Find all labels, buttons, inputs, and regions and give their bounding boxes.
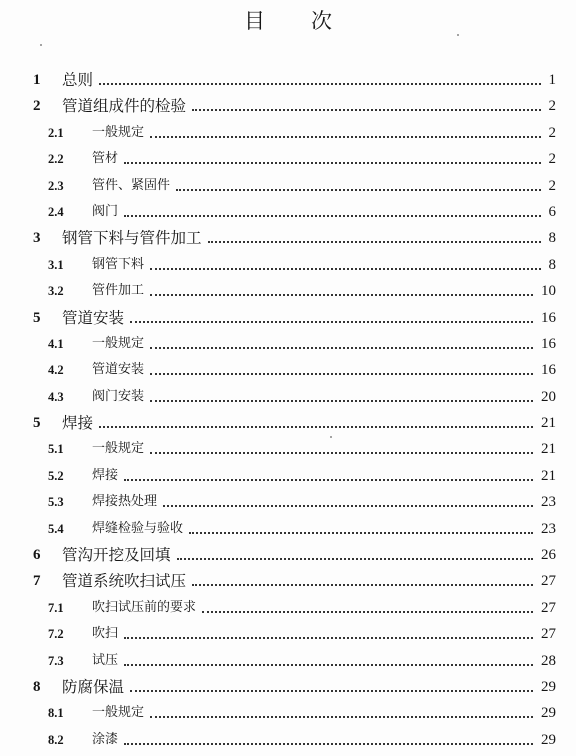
toc-entry-page-number: 26 bbox=[541, 547, 556, 564]
dot-leader bbox=[192, 108, 540, 111]
dot-leader bbox=[150, 451, 533, 454]
toc-entry-page-number: 27 bbox=[541, 599, 556, 616]
toc-entry-title: 总则 bbox=[62, 70, 94, 89]
dot-leader bbox=[150, 267, 540, 270]
toc-entry-number: 5.3 bbox=[48, 495, 64, 510]
toc-entry-title: 管道组成件的检验 bbox=[62, 97, 187, 116]
toc-entry-title: 吹扫试压前的要求 bbox=[92, 599, 197, 615]
toc-entry-page-number: 16 bbox=[541, 309, 556, 326]
toc-entry-page-number: 6 bbox=[548, 203, 556, 220]
toc-section-entry[interactable] bbox=[0, 595, 576, 621]
toc-entry-title: 焊缝检验与验收 bbox=[92, 520, 184, 536]
toc-entry-title: 一般规定 bbox=[92, 124, 145, 140]
toc-entry-page-number: 28 bbox=[541, 652, 556, 669]
dot-leader bbox=[130, 320, 533, 323]
toc-chapter-entry[interactable] bbox=[0, 305, 576, 331]
toc-entry-number: 7.1 bbox=[48, 600, 64, 615]
dot-leader bbox=[99, 82, 540, 85]
toc-entry-page-number: 29 bbox=[541, 705, 556, 722]
toc-entry-title: 阀门 bbox=[92, 203, 119, 219]
toc-entry-page-number: 1 bbox=[548, 71, 556, 88]
toc-section-entry[interactable] bbox=[0, 621, 576, 647]
toc-entry-page-number: 27 bbox=[541, 573, 556, 590]
dot-leader bbox=[124, 636, 533, 639]
toc-section-entry[interactable] bbox=[0, 516, 576, 542]
toc-entry-number: 6 bbox=[33, 547, 41, 564]
toc-entry-page-number: 2 bbox=[548, 177, 556, 194]
dot-leader bbox=[130, 689, 533, 692]
toc-entry-number: 8 bbox=[33, 678, 41, 695]
dot-leader bbox=[163, 504, 533, 507]
toc-entry-title: 吹扫 bbox=[92, 626, 119, 642]
toc-chapter-entry[interactable] bbox=[0, 410, 576, 436]
toc-entry-number: 7.2 bbox=[48, 627, 64, 642]
toc-entry-page-number: 16 bbox=[541, 362, 556, 379]
title-char-1: 目 bbox=[244, 9, 265, 33]
dot-leader bbox=[124, 663, 533, 666]
toc-entry-title: 一般规定 bbox=[92, 705, 145, 721]
toc-entry-number: 3.1 bbox=[48, 257, 64, 272]
toc-entry-page-number: 21 bbox=[541, 467, 556, 484]
toc-entry-title: 涂漆 bbox=[92, 731, 119, 747]
toc-entry-number: 3 bbox=[33, 230, 41, 247]
toc-section-entry[interactable] bbox=[0, 331, 576, 357]
toc-section-entry[interactable] bbox=[0, 700, 576, 726]
page-title bbox=[0, 5, 576, 35]
toc-section-entry[interactable] bbox=[0, 384, 576, 410]
toc-entry-title: 钢管下料 bbox=[92, 256, 145, 272]
dot-leader bbox=[124, 214, 540, 217]
toc-entry-title: 焊接 bbox=[92, 467, 119, 483]
toc-chapter-entry[interactable] bbox=[0, 674, 576, 700]
toc-entry-title: 钢管下料与管件加工 bbox=[62, 229, 202, 248]
toc-section-entry[interactable] bbox=[0, 173, 576, 199]
toc-entry-number: 5.2 bbox=[48, 468, 64, 483]
toc-entry-number: 4.1 bbox=[48, 336, 64, 351]
toc-section-entry[interactable] bbox=[0, 727, 576, 753]
dot-leader bbox=[150, 135, 540, 138]
toc-entry-page-number: 16 bbox=[541, 335, 556, 352]
toc-entry-title: 管道安装 bbox=[62, 308, 125, 327]
toc-entry-number: 7.3 bbox=[48, 653, 64, 668]
dot-leader bbox=[124, 478, 533, 481]
toc-entry-number: 5.4 bbox=[48, 521, 64, 536]
toc-entry-page-number: 21 bbox=[541, 415, 556, 432]
toc-entry-number: 2.4 bbox=[48, 204, 64, 219]
toc-entry-page-number: 23 bbox=[541, 520, 556, 537]
toc-entry-number: 7 bbox=[33, 573, 41, 590]
toc-entry-number: 2.1 bbox=[48, 125, 64, 140]
toc-entry-page-number: 8 bbox=[548, 256, 556, 273]
toc-entry-number: 2.2 bbox=[48, 152, 64, 167]
toc-entry-title: 焊接 bbox=[62, 414, 94, 433]
dot-leader bbox=[99, 425, 533, 428]
toc-entry-title: 管道安装 bbox=[92, 362, 145, 378]
toc-entry-page-number: 29 bbox=[541, 731, 556, 748]
toc-entry-number: 2.3 bbox=[48, 178, 64, 193]
toc-entry-number: 4.3 bbox=[48, 389, 64, 404]
toc-section-entry[interactable] bbox=[0, 463, 576, 489]
toc-entry-number: 5.1 bbox=[48, 442, 64, 457]
toc-entry-page-number: 2 bbox=[548, 124, 556, 141]
toc-entry-page-number: 29 bbox=[541, 678, 556, 695]
toc-entry-title: 焊接热处理 bbox=[92, 494, 158, 510]
dot-leader bbox=[177, 557, 533, 560]
toc-entry-title: 阀门安装 bbox=[92, 388, 145, 404]
toc-entry-number: 2 bbox=[33, 98, 41, 115]
toc-entry-number: 5 bbox=[33, 309, 41, 326]
toc-entry-title: 管沟开挖及回填 bbox=[62, 546, 171, 565]
toc-entry-page-number: 10 bbox=[541, 283, 556, 300]
toc-entry-title: 一般规定 bbox=[92, 441, 145, 457]
toc-section-entry[interactable] bbox=[0, 146, 576, 172]
toc-entry-number: 1 bbox=[33, 71, 41, 88]
dot-leader bbox=[124, 742, 533, 745]
dot-leader bbox=[150, 346, 533, 349]
dot-leader bbox=[150, 293, 533, 296]
dot-leader bbox=[150, 399, 533, 402]
toc-section-entry[interactable] bbox=[0, 120, 576, 146]
dot-leader bbox=[192, 583, 533, 586]
toc-entry-number: 8.1 bbox=[48, 706, 64, 721]
toc-entry-title: 管件、紧固件 bbox=[92, 177, 171, 193]
toc-section-entry[interactable] bbox=[0, 357, 576, 383]
toc-entry-title: 防腐保温 bbox=[62, 677, 125, 696]
scan-speck bbox=[40, 44, 42, 46]
toc-section-entry[interactable] bbox=[0, 648, 576, 674]
table-of-contents bbox=[0, 67, 576, 753]
title-char-2: 次 bbox=[311, 9, 332, 33]
toc-section-entry[interactable] bbox=[0, 199, 576, 225]
toc-section-entry[interactable] bbox=[0, 278, 576, 304]
toc-entry-page-number: 20 bbox=[541, 388, 556, 405]
scan-speck bbox=[457, 34, 459, 36]
toc-entry-number: 4.2 bbox=[48, 363, 64, 378]
toc-entry-page-number: 23 bbox=[541, 494, 556, 511]
toc-entry-number: 3.2 bbox=[48, 284, 64, 299]
toc-entry-page-number: 27 bbox=[541, 626, 556, 643]
toc-chapter-entry[interactable] bbox=[0, 67, 576, 93]
toc-entry-title: 一般规定 bbox=[92, 335, 145, 351]
toc-entry-number: 8.2 bbox=[48, 732, 64, 747]
toc-chapter-entry[interactable] bbox=[0, 542, 576, 568]
toc-entry-page-number: 2 bbox=[548, 151, 556, 168]
toc-section-entry[interactable] bbox=[0, 252, 576, 278]
toc-entry-page-number: 8 bbox=[548, 230, 556, 247]
toc-section-entry[interactable] bbox=[0, 489, 576, 515]
toc-entry-title: 管道系统吹扫试压 bbox=[62, 572, 187, 591]
toc-entry-number: 5 bbox=[33, 415, 41, 432]
toc-chapter-entry[interactable] bbox=[0, 93, 576, 119]
dot-leader bbox=[208, 240, 541, 243]
toc-entry-page-number: 2 bbox=[548, 98, 556, 115]
toc-chapter-entry[interactable] bbox=[0, 225, 576, 251]
toc-entry-page-number: 21 bbox=[541, 441, 556, 458]
dot-leader bbox=[124, 161, 540, 164]
dot-leader bbox=[176, 188, 540, 191]
dot-leader bbox=[150, 372, 533, 375]
toc-entry-title: 管材 bbox=[92, 151, 119, 167]
toc-entry-title: 试压 bbox=[92, 652, 119, 668]
toc-section-entry[interactable] bbox=[0, 436, 576, 462]
dot-leader bbox=[202, 610, 533, 613]
toc-entry-title: 管件加工 bbox=[92, 283, 145, 299]
toc-chapter-entry[interactable] bbox=[0, 568, 576, 594]
dot-leader bbox=[150, 715, 533, 718]
dot-leader bbox=[189, 531, 533, 534]
